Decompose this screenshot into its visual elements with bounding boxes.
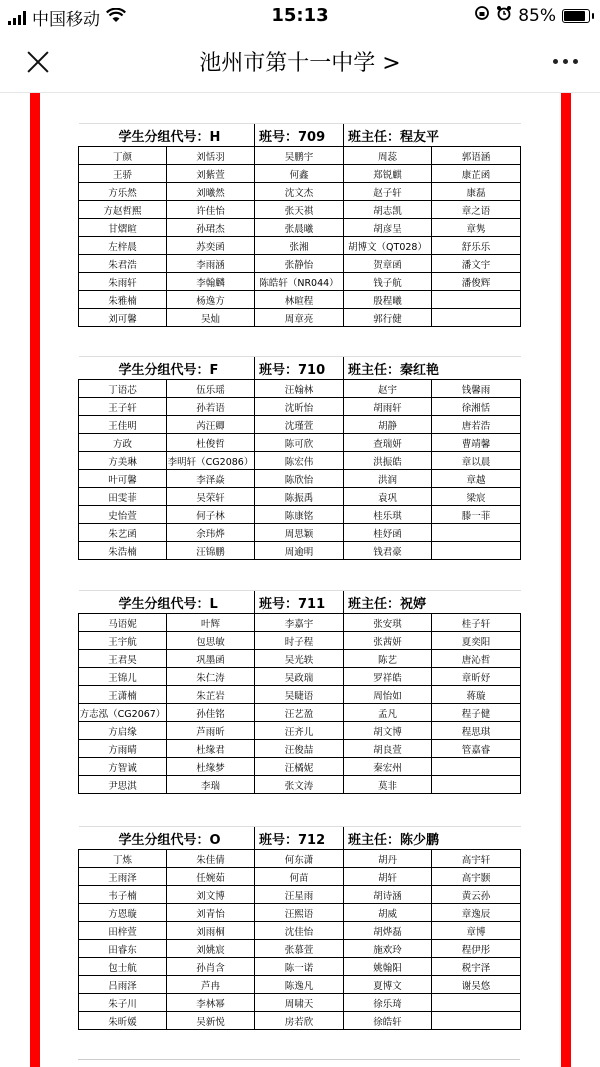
head-teacher: 班主任：陈少鹏 <box>344 827 521 850</box>
student-name-cell: 许佳怡 <box>167 201 255 219</box>
student-name-cell <box>432 758 521 776</box>
table-header-row <box>79 591 521 614</box>
table-row <box>79 488 521 506</box>
student-name-cell: 吴政瑞 <box>255 668 344 686</box>
student-name-cell: 田梓萱 <box>79 922 167 940</box>
student-name-cell: 章隽 <box>432 219 521 237</box>
student-name-cell: 张安琪 <box>344 614 432 632</box>
student-name-cell: 陈宏伟 <box>255 452 344 470</box>
student-name-cell <box>432 291 521 309</box>
table-row <box>79 614 521 632</box>
student-name-cell: 方雨晴 <box>79 740 167 758</box>
student-name-cell: 周章亮 <box>255 309 344 327</box>
student-name-cell: 李明轩（CG2086） <box>167 452 255 470</box>
student-name-cell: 章博 <box>432 922 521 940</box>
student-name-cell: 唐若浩 <box>432 416 521 434</box>
student-name-cell: 高宇轩 <box>432 850 521 868</box>
student-name-cell: 徐乐琦 <box>344 994 432 1012</box>
table-row <box>79 273 521 291</box>
student-name-cell: 何子林 <box>167 506 255 524</box>
student-name-cell: 沈佳怡 <box>255 922 344 940</box>
table-row <box>79 704 521 722</box>
student-name-cell: 滕一菲 <box>432 506 521 524</box>
student-name-cell: 胡烨磊 <box>344 922 432 940</box>
student-name-cell: 胡雨轩 <box>344 398 432 416</box>
student-name-cell: 甘熠暄 <box>79 219 167 237</box>
student-name-cell: 周蕊 <box>344 147 432 165</box>
student-name-cell: 王佳明 <box>79 416 167 434</box>
table-row <box>79 255 521 273</box>
student-name-cell: 康芷函 <box>432 165 521 183</box>
table-row <box>79 722 521 740</box>
student-name-cell: 殷程曦 <box>344 291 432 309</box>
student-name-cell: 谢吴悠 <box>432 976 521 994</box>
class-table-712 <box>78 826 521 1030</box>
student-name-cell: 吴睫语 <box>255 686 344 704</box>
student-name-cell: 黄云孙 <box>432 886 521 904</box>
student-name-cell: 袁巩 <box>344 488 432 506</box>
table-row <box>79 776 521 794</box>
table-row <box>79 183 521 201</box>
student-name-cell: 巩墨函 <box>167 650 255 668</box>
student-name-cell: 何东潇 <box>255 850 344 868</box>
student-name-cell: 汪齐儿 <box>255 722 344 740</box>
student-name-cell: 房若欣 <box>255 1012 344 1030</box>
student-name-cell: 莫非 <box>344 776 432 794</box>
student-name-cell: 孙珺杰 <box>167 219 255 237</box>
student-name-cell: 时子程 <box>255 632 344 650</box>
student-name-cell: 林暄程 <box>255 291 344 309</box>
student-name-cell: 张文涛 <box>255 776 344 794</box>
student-name-cell: 洪润 <box>344 470 432 488</box>
student-name-cell: 刘青怡 <box>167 904 255 922</box>
table-row <box>79 398 521 416</box>
student-name-cell: 汪翰林 <box>255 380 344 398</box>
student-name-cell: 李林幂 <box>167 994 255 1012</box>
student-name-cell: 韦子楠 <box>79 886 167 904</box>
class-table-709 <box>78 123 521 327</box>
student-name-cell: 史怡萱 <box>79 506 167 524</box>
table-row <box>79 201 521 219</box>
group-code: 学生分组代号：F <box>79 357 255 380</box>
student-name-cell <box>432 776 521 794</box>
table-header-row <box>79 357 521 380</box>
head-teacher: 班主任：秦红艳 <box>344 357 521 380</box>
student-name-cell: 李泽焱 <box>167 470 255 488</box>
student-name-cell <box>432 542 521 560</box>
student-name-cell: 朱昕媛 <box>79 1012 167 1030</box>
class-number: 班号：712 <box>255 827 344 850</box>
student-name-cell: 蒋璇 <box>432 686 521 704</box>
student-name-cell: 张晨曦 <box>255 219 344 237</box>
student-name-cell: 杜俊哲 <box>167 434 255 452</box>
student-name-cell: 胡丹 <box>344 850 432 868</box>
student-name-cell: 余玮烨 <box>167 524 255 542</box>
student-name-cell: 周逾明 <box>255 542 344 560</box>
student-name-cell: 胡文博 <box>344 722 432 740</box>
student-name-cell: 叶辉 <box>167 614 255 632</box>
student-name-cell: 曹靖馨 <box>432 434 521 452</box>
table-row <box>79 632 521 650</box>
student-name-cell: 李雨涵 <box>167 255 255 273</box>
student-name-cell: 包思敏 <box>167 632 255 650</box>
table-row <box>79 309 521 327</box>
rotation-lock-icon <box>474 5 490 26</box>
more-options-button[interactable] <box>553 59 578 64</box>
status-bar <box>0 0 600 32</box>
student-name-cell: 钱子航 <box>344 273 432 291</box>
student-name-cell: 包士航 <box>79 958 167 976</box>
group-code: 学生分组代号：H <box>79 124 255 147</box>
table-row <box>79 434 521 452</box>
student-name-cell: 周怡如 <box>344 686 432 704</box>
student-name-cell: 陈皓轩（NR044） <box>255 273 344 291</box>
student-name-cell: 朱子川 <box>79 994 167 1012</box>
student-name-cell: 王宇航 <box>79 632 167 650</box>
student-name-cell: 马语妮 <box>79 614 167 632</box>
nav-bar <box>0 32 600 93</box>
student-name-cell: 方乐然 <box>79 183 167 201</box>
student-name-cell: 吴鹏宇 <box>255 147 344 165</box>
student-name-cell: 王君昊 <box>79 650 167 668</box>
student-name-cell: 陈艺 <box>344 650 432 668</box>
head-teacher: 班主任：祝婷 <box>344 591 521 614</box>
table-row <box>79 650 521 668</box>
student-name-cell: 汪熙语 <box>255 904 344 922</box>
next-table-edge <box>78 1059 520 1060</box>
student-name-cell: 周思颖 <box>255 524 344 542</box>
student-name-cell: 胡彦呈 <box>344 219 432 237</box>
student-name-cell: 姚翰阳 <box>344 958 432 976</box>
student-name-cell: 夏奕阳 <box>432 632 521 650</box>
student-name-cell: 刘姚宸 <box>167 940 255 958</box>
student-name-cell: 方启缘 <box>79 722 167 740</box>
student-name-cell: 王潇楠 <box>79 686 167 704</box>
table-row <box>79 850 521 868</box>
student-name-cell: 桂子轩 <box>432 614 521 632</box>
table-row <box>79 868 521 886</box>
student-name-cell: 李瑞 <box>167 776 255 794</box>
student-name-cell: 刘文博 <box>167 886 255 904</box>
student-name-cell: 梁宸 <box>432 488 521 506</box>
student-name-cell: 刘紫萱 <box>167 165 255 183</box>
student-name-cell: 丁颜 <box>79 147 167 165</box>
student-name-cell: 汪橘妮 <box>255 758 344 776</box>
student-name-cell: 汪俊喆 <box>255 740 344 758</box>
alarm-icon <box>496 5 512 26</box>
table-row <box>79 958 521 976</box>
student-name-cell: 章之语 <box>432 201 521 219</box>
student-name-cell: 陈逸凡 <box>255 976 344 994</box>
student-name-cell: 康磊 <box>432 183 521 201</box>
student-name-cell: 秦宏州 <box>344 758 432 776</box>
student-name-cell: 方美琳 <box>79 452 167 470</box>
student-name-cell: 施欢玲 <box>344 940 432 958</box>
student-name-cell: 王雨泽 <box>79 868 167 886</box>
student-name-cell: 胡威 <box>344 904 432 922</box>
student-name-cell: 朱仁涛 <box>167 668 255 686</box>
student-name-cell: 任婉茹 <box>167 868 255 886</box>
student-name-cell: 胡志凯 <box>344 201 432 219</box>
student-name-cell: 汪锦鹏 <box>167 542 255 560</box>
student-name-cell: 章越 <box>432 470 521 488</box>
student-name-cell: 朱雅楠 <box>79 291 167 309</box>
student-name-cell: 陈康铭 <box>255 506 344 524</box>
student-name-cell: 吴灿 <box>167 309 255 327</box>
class-table-711 <box>78 590 521 794</box>
student-name-cell: 左梓晨 <box>79 237 167 255</box>
student-name-cell: 张湘 <box>255 237 344 255</box>
student-name-cell: 王锦儿 <box>79 668 167 686</box>
table-row <box>79 416 521 434</box>
student-name-cell: 丁炼 <box>79 850 167 868</box>
student-name-cell: 杨逸方 <box>167 291 255 309</box>
student-name-cell: 管嘉睿 <box>432 740 521 758</box>
student-name-cell: 尹思淇 <box>79 776 167 794</box>
student-name-cell: 夏博文 <box>344 976 432 994</box>
student-name-cell: 章以晨 <box>432 452 521 470</box>
class-table-body <box>79 591 521 794</box>
battery-icon <box>562 9 590 23</box>
table-row <box>79 380 521 398</box>
student-name-cell: 查瑞妍 <box>344 434 432 452</box>
student-name-cell: 沈昕怡 <box>255 398 344 416</box>
student-name-cell: 朱雨轩 <box>79 273 167 291</box>
table-row <box>79 452 521 470</box>
group-code: 学生分组代号：O <box>79 827 255 850</box>
student-name-cell: 张茜妍 <box>344 632 432 650</box>
article-content[interactable] <box>0 93 600 1067</box>
table-row <box>79 237 521 255</box>
student-name-cell: 吕雨泽 <box>79 976 167 994</box>
student-name-cell: 李嘉宇 <box>255 614 344 632</box>
table-header-row <box>79 827 521 850</box>
student-name-cell: 汪星雨 <box>255 886 344 904</box>
student-name-cell: 张慕萱 <box>255 940 344 958</box>
table-row <box>79 686 521 704</box>
table-row <box>79 291 521 309</box>
student-name-cell: 丁语芯 <box>79 380 167 398</box>
student-name-cell: 朱佳倩 <box>167 850 255 868</box>
student-name-cell: 叶可馨 <box>79 470 167 488</box>
student-name-cell: 朱浩楠 <box>79 542 167 560</box>
student-name-cell: 芮汪卿 <box>167 416 255 434</box>
page-title[interactable]: 池州市第十一中学 > <box>199 51 401 76</box>
student-name-cell: 田睿东 <box>79 940 167 958</box>
table-row <box>79 886 521 904</box>
student-name-cell: 朱芷岩 <box>167 686 255 704</box>
student-name-cell: 朱艺函 <box>79 524 167 542</box>
student-name-cell: 张静怡 <box>255 255 344 273</box>
student-name-cell: 唐沁哲 <box>432 650 521 668</box>
student-name-cell: 孙肖含 <box>167 958 255 976</box>
student-name-cell: 陈振禹 <box>255 488 344 506</box>
student-name-cell: 陈可欣 <box>255 434 344 452</box>
table-row <box>79 219 521 237</box>
student-name-cell: 孙若语 <box>167 398 255 416</box>
student-name-cell: 沈瑾萱 <box>255 416 344 434</box>
student-name-cell: 罗祥皓 <box>344 668 432 686</box>
student-name-cell <box>432 1012 521 1030</box>
student-name-cell: 刘可馨 <box>79 309 167 327</box>
student-name-cell: 何苗 <box>255 868 344 886</box>
student-name-cell: 芦雨昕 <box>167 722 255 740</box>
table-row <box>79 904 521 922</box>
student-name-cell: 胡静 <box>344 416 432 434</box>
student-name-cell: 洪振皓 <box>344 452 432 470</box>
student-name-cell: 孟凡 <box>344 704 432 722</box>
class-number: 班号：709 <box>255 124 344 147</box>
student-name-cell: 周啸天 <box>255 994 344 1012</box>
student-name-cell: 方政 <box>79 434 167 452</box>
student-name-cell: 潘文宇 <box>432 255 521 273</box>
student-name-cell: 方赵哲熙 <box>79 201 167 219</box>
table-row <box>79 524 521 542</box>
table-row <box>79 740 521 758</box>
student-name-cell: 胡诗涵 <box>344 886 432 904</box>
student-name-cell: 刘恬羽 <box>167 147 255 165</box>
table-row <box>79 1012 521 1030</box>
right-red-border <box>561 93 571 1067</box>
student-name-cell: 张天祺 <box>255 201 344 219</box>
table-row <box>79 758 521 776</box>
student-name-cell: 章逸辰 <box>432 904 521 922</box>
carrier-label: 中国移动 <box>32 10 100 30</box>
student-name-cell: 杜缘君 <box>167 740 255 758</box>
class-number: 班号：711 <box>255 591 344 614</box>
status-time: 15:13 <box>271 5 329 26</box>
table-header-row <box>79 124 521 147</box>
student-name-cell: 章昕妤 <box>432 668 521 686</box>
student-name-cell: 陈一诺 <box>255 958 344 976</box>
class-table-body <box>79 124 521 327</box>
student-name-cell: 田雯菲 <box>79 488 167 506</box>
student-name-cell <box>432 994 521 1012</box>
student-name-cell: 刘雨桐 <box>167 922 255 940</box>
student-name-cell: 李翰麟 <box>167 273 255 291</box>
table-row <box>79 165 521 183</box>
student-name-cell: 徐湘恬 <box>432 398 521 416</box>
student-name-cell: 方志泓（CG2067） <box>79 704 167 722</box>
head-teacher: 班主任：程友平 <box>344 124 521 147</box>
student-name-cell: 汪艺盈 <box>255 704 344 722</box>
class-table-710 <box>78 356 521 560</box>
student-name-cell: 高宇颢 <box>432 868 521 886</box>
student-name-cell: 赵子轩 <box>344 183 432 201</box>
student-name-cell: 钱君豪 <box>344 542 432 560</box>
student-name-cell: 朱君浩 <box>79 255 167 273</box>
student-name-cell: 胡博文（QT028） <box>344 237 432 255</box>
student-name-cell: 钱馨雨 <box>432 380 521 398</box>
battery-percent: 85% <box>518 5 556 26</box>
student-name-cell: 程思琪 <box>432 722 521 740</box>
student-name-cell: 伍乐瑶 <box>167 380 255 398</box>
student-name-cell: 胡良萱 <box>344 740 432 758</box>
table-row <box>79 668 521 686</box>
student-name-cell: 吴光轶 <box>255 650 344 668</box>
student-name-cell: 吴新悦 <box>167 1012 255 1030</box>
student-name-cell: 刘曦然 <box>167 183 255 201</box>
student-name-cell: 郭行健 <box>344 309 432 327</box>
student-name-cell: 胡轩 <box>344 868 432 886</box>
class-number: 班号：710 <box>255 357 344 380</box>
table-row <box>79 147 521 165</box>
left-red-border <box>30 93 40 1067</box>
student-name-cell: 桂妤函 <box>344 524 432 542</box>
student-name-cell: 沈文杰 <box>255 183 344 201</box>
group-code: 学生分组代号：L <box>79 591 255 614</box>
class-table-body <box>79 827 521 1030</box>
student-name-cell: 王骄 <box>79 165 167 183</box>
class-table-body <box>79 357 521 560</box>
table-row <box>79 940 521 958</box>
table-row <box>79 922 521 940</box>
student-name-cell: 方恩璇 <box>79 904 167 922</box>
student-name-cell: 赵宇 <box>344 380 432 398</box>
student-name-cell: 陈欣怡 <box>255 470 344 488</box>
student-name-cell: 潘俊辉 <box>432 273 521 291</box>
student-name-cell: 方智诚 <box>79 758 167 776</box>
student-name-cell: 何鑫 <box>255 165 344 183</box>
status-right <box>474 5 590 26</box>
student-name-cell: 杜缘梦 <box>167 758 255 776</box>
table-row <box>79 506 521 524</box>
student-name-cell: 吴荣轩 <box>167 488 255 506</box>
student-name-cell: 苏奕函 <box>167 237 255 255</box>
student-name-cell <box>432 309 521 327</box>
student-name-cell: 税宇泽 <box>432 958 521 976</box>
student-name-cell: 程子健 <box>432 704 521 722</box>
table-row <box>79 976 521 994</box>
student-name-cell: 桂乐琪 <box>344 506 432 524</box>
table-row <box>79 542 521 560</box>
student-name-cell: 贺章函 <box>344 255 432 273</box>
student-name-cell: 徐皓轩 <box>344 1012 432 1030</box>
student-name-cell: 芦冉 <box>167 976 255 994</box>
student-name-cell: 程伊彤 <box>432 940 521 958</box>
table-row <box>79 994 521 1012</box>
student-name-cell: 郭语涵 <box>432 147 521 165</box>
student-name-cell: 王子轩 <box>79 398 167 416</box>
student-name-cell: 郑锐麒 <box>344 165 432 183</box>
student-name-cell: 孙佳铭 <box>167 704 255 722</box>
student-name-cell <box>432 524 521 542</box>
table-row <box>79 470 521 488</box>
student-name-cell: 舒乐乐 <box>432 237 521 255</box>
